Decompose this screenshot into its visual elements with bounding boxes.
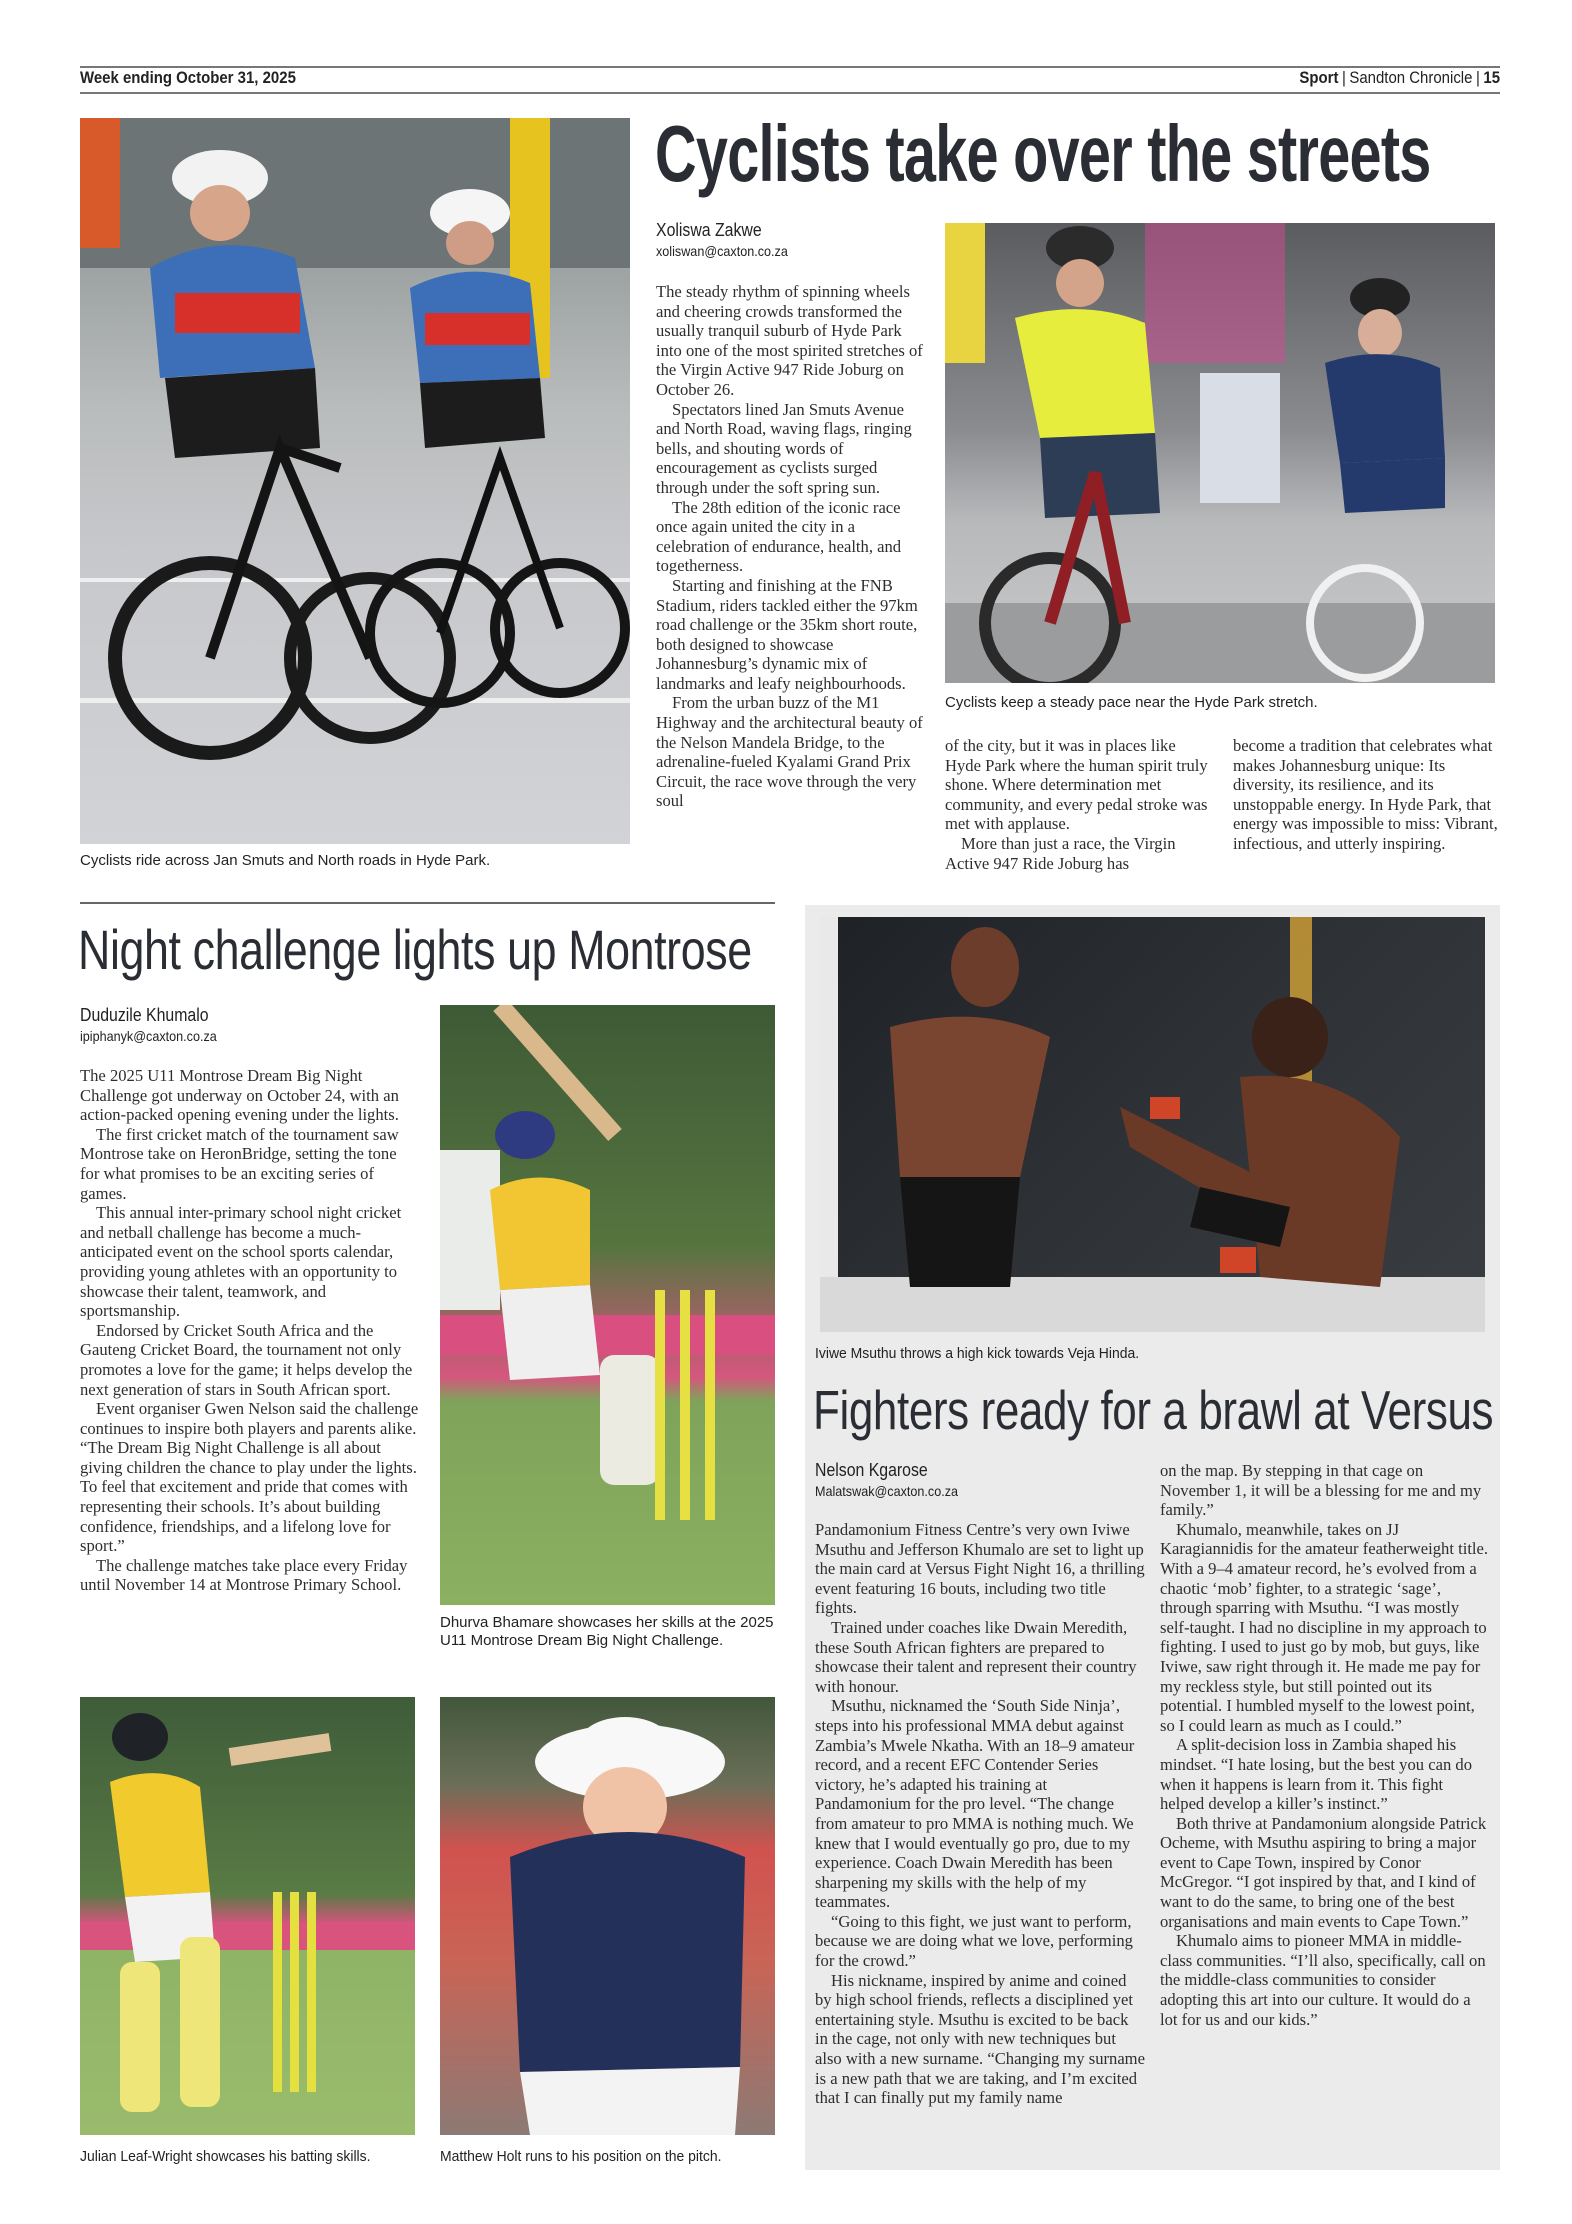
- mma-photo-caption: Iviwe Msuthu throws a high kick towards Veja Hinda.: [815, 1345, 1140, 1362]
- paragraph: The challenge matches take place every Friday until November 14 at Montrose Primary School.: [80, 1555, 408, 1595]
- mma-author-email: Malatswak@caxton.co.za: [815, 1483, 959, 1499]
- cricket-fielder-illustration: [440, 1697, 775, 2135]
- cricket-batter-main-photo: [440, 1005, 775, 1605]
- cricket-batter-illustration: [440, 1005, 775, 1605]
- paragraph: The steady rhythm of spinning wheels and cheering crowds transformed the usually tranquil suburb of Hyde Park into one of the most spirited stretches of the Virgin Active 947 Ride Joburg on October 26.: [656, 282, 923, 399]
- cyclists-secondary-photo: [945, 223, 1495, 683]
- cricket-fielder-caption: Matthew Holt runs to his position on the pitch.: [440, 2148, 722, 2165]
- cricket-batter-main-caption: Dhurva Bhamare showcases her skills at the 2025 U11 Montrose Dream Big Night Challenge.: [440, 1614, 774, 1649]
- cyclists-headline: Cyclists take over the streets: [655, 109, 1431, 198]
- paragraph: “Going to this fight, we just want to perform, because we are doing what we love, performing for the crowd.”: [815, 1911, 1133, 1971]
- header-page-number: 15: [1483, 68, 1500, 87]
- mma-photo: [820, 917, 1485, 1332]
- cyclists-author: Xoliswa Zakwe: [656, 220, 762, 240]
- paragraph: Both thrive at Pandamonium alongside Patrick Ocheme, with Msuthu aspiring to bring a major event to Cape Town, inspired by Conor McGregor. “I got inspired by that, and I kind of want to do the same, to bring one of the best organisations and main events to Cape Town.”: [1160, 1813, 1487, 1931]
- mma-headline: Fighters ready for a brawl at Versus: [813, 1379, 1494, 1441]
- header-divider: |: [1475, 68, 1480, 87]
- cyclists-column-3: [1233, 736, 1503, 854]
- header-section-info: [1299, 68, 1500, 88]
- paragraph: Trained under coaches like Dwain Meredith, these South African fighters are prepared to showcase their talent and represent their country with honour.: [815, 1617, 1137, 1696]
- paragraph: A split-decision loss in Zambia shaped his mindset. “I hate losing, but the best you can do when it happens is learn from it. This fight helped develop a killer’s instinct.”: [1160, 1735, 1472, 1814]
- mma-photo-illustration: [820, 917, 1485, 1332]
- paragraph: The 2025 U11 Montrose Dream Big Night Challenge got underway on October 24, with an action-packed opening evening under the lights.: [80, 1066, 399, 1125]
- cricket-fielder-photo: [440, 1697, 775, 2135]
- header-divider: |: [1341, 68, 1346, 87]
- header-date: Week ending October 31, 2025: [80, 68, 296, 87]
- header-bottom-rule: [80, 92, 1500, 94]
- cyclists-photo-illustration: [80, 118, 630, 844]
- mma-column-2: [1160, 1461, 1490, 2029]
- paragraph: Endorsed by Cricket South Africa and the Gauteng Cricket Board, the tournament not only promotes a love for the game; it helps develop the next generation of stars in South African sport.: [80, 1320, 413, 1399]
- paragraph: This annual inter-primary school night cricket and netball challenge has become a much-anticipated event on the school sports calendar, providing young athletes with an opportunity to showcase their talent, teamwork, and sportsmanship.: [80, 1203, 402, 1321]
- mma-column-1: [815, 1520, 1145, 2108]
- paragraph: More than just a race, the Virgin Active 947 Ride Joburg has: [945, 833, 1176, 873]
- mma-author: Nelson Kgarose: [815, 1460, 928, 1480]
- paragraph: Khumalo, meanwhile, takes on JJ Karagiannidis for the amateur featherweight title. With a 9–4 amateur record, he’s evolved from a chaotic ‘mob’ fighter, to a strategic ‘sage’, through sparring with Msuthu. “I was mostly self-taught. I had no discipline in my approach to fighting. I used to just go by mob, but guys, like Iviwe, saw right through it. He made me pay for my reckless style, but still pointed out its potential. I humbled myself to the lowest point, so I could learn as much as I could.”: [1160, 1519, 1489, 1735]
- paragraph: From the urban buzz of the M1 Highway and the architectural beauty of the Nelson Mandela Bridge, to the adrenaline-fueled Kyalami Grand Prix Circuit, the race wove through the very soul: [656, 693, 923, 811]
- paragraph: Msuthu, nicknamed the ‘South Side Ninja’, steps into his professional MMA debut against Zambia’s Mwele Nkatha. With an 18–9 amateur record, and a recent EFC Contender Series victory, he’s adapted his training at Pandamonium for the pro level. “The change from amateur to pro MMA is nothing much. We knew that I would eventually go pro, due to my experience. Coach Dwain Meredith has been sharpening my skills with the help of my teammates.: [815, 1696, 1135, 1912]
- header-publication: Sandton Chronicle: [1349, 68, 1473, 87]
- paragraph: Starting and finishing at the FNB Stadium, riders tackled either the 97km road challenge or the 35km short route, both designed to showcase Johannesburg’s dynamic mix of landmarks and leafy neighbourhoods.: [656, 575, 918, 693]
- paragraph: on the map. By stepping in that cage on November 1, it will be a blessing for me and my family.”: [1160, 1461, 1482, 1520]
- cyclists-column-1: [656, 282, 924, 811]
- cricket-headline: Night challenge lights up Montrose: [78, 918, 752, 981]
- paragraph: Pandamonium Fitness Centre’s very own Iviwe Msuthu and Jefferson Khumalo are set to light up the main card at Versus Fight Night 16, a thrilling event featuring 16 bouts, including two title fights.: [815, 1520, 1145, 1618]
- section-divider: [80, 902, 775, 904]
- paragraph: Spectators lined Jan Smuts Avenue and North Road, waving flags, ringing bells, and shouting words of encouragement as cyclists surged through under the soft spring sun.: [656, 399, 912, 497]
- paragraph: of the city, but it was in places like Hyde Park where the human spirit truly shone. Where determination met community, and every pedal stroke was met with applause.: [945, 736, 1208, 834]
- cyclists-author-email: xoliswan@caxton.co.za: [656, 243, 788, 259]
- paragraph: Event organiser Gwen Nelson said the challenge continues to inspire both players and parents alike. “The Dream Big Night Challenge is all about giving children the chance to play under the lights. To feel that excitement and pride that comes with representing their schools. It’s about building confidence, friendships, and a lifelong love for sport.”: [80, 1399, 419, 1556]
- cyclists-secondary-illustration: [945, 223, 1495, 683]
- paragraph: The first cricket match of the tournament saw Montrose take on HeronBridge, setting the tone for what promises to be an exciting series of games.: [80, 1124, 399, 1203]
- cyclists-secondary-photo-caption: Cyclists keep a steady pace near the Hyde Park stretch.: [945, 694, 1318, 711]
- cricket-author: Duduzile Khumalo: [80, 1005, 209, 1025]
- cricket-batter-small-photo: [80, 1697, 415, 2135]
- cyclists-main-photo: [80, 118, 630, 844]
- paragraph: His nickname, inspired by anime and coined by high school friends, reflects a disciplined yet entertaining style. Msuthu is excited to be back in the cage, not only with new techniques but also with a new surname. “Changing my surname is a new path that we are taking, and I’m excited that I can finally put my family name: [815, 1970, 1145, 2108]
- cyclists-column-2: [945, 736, 1215, 873]
- paragraph: become a tradition that celebrates what makes Johannesburg unique: Its diversity, its resilience, and its unstoppable energy. In Hyde Park, that energy was impossible to miss: Vibrant, infectious, and utterly inspiring.: [1233, 736, 1498, 853]
- paragraph: Khumalo aims to pioneer MMA in middle-class communities. “I’ll also, specifically, call on the middle-class communities to consider adopting this art into our culture. It would do a lot for us and our kids.”: [1160, 1931, 1486, 2029]
- cricket-batter-small-caption: Julian Leaf-Wright showcases his batting skills.: [80, 2148, 371, 2165]
- cricket-body: [80, 1066, 420, 1595]
- cricket-author-email: ipiphanyk@caxton.co.za: [80, 1028, 217, 1044]
- paragraph: The 28th edition of the iconic race once again united the city in a celebration of endurance, health, and togetherness.: [656, 497, 902, 576]
- cricket-batter-small-illustration: [80, 1697, 415, 2135]
- cyclists-main-photo-caption: Cyclists ride across Jan Smuts and North roads in Hyde Park.: [80, 852, 491, 869]
- header-section: Sport: [1299, 68, 1339, 87]
